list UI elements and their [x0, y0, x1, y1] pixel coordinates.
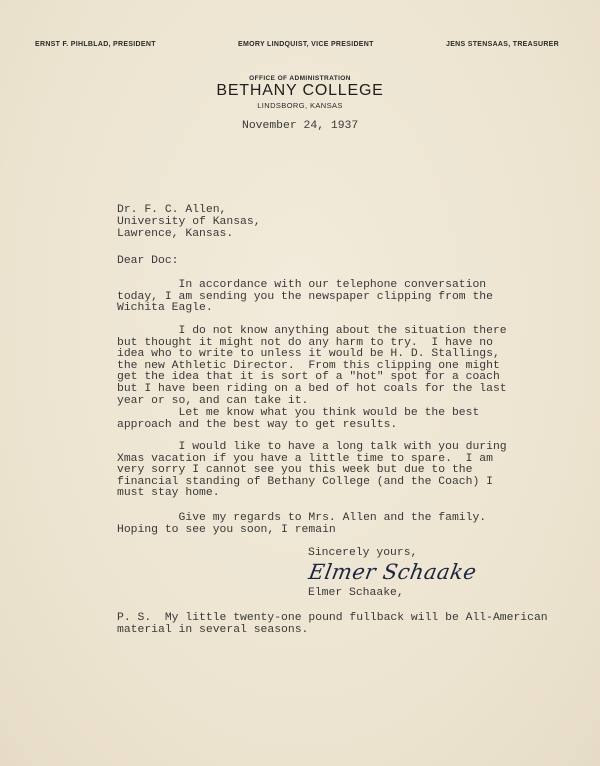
treasurer-name: JENS STENSAAS, TREASURER [446, 41, 559, 48]
body-paragraph: In accordance with our telephone conversation today, I am sending you the newspaper clipping from the Wichita Eagle. [117, 279, 493, 315]
handwritten-signature: Elmer Schaake [306, 560, 479, 584]
letter-date: November 24, 1937 [242, 120, 359, 132]
address-line: Dr. F. C. Allen, [117, 204, 227, 216]
salutation: Dear Doc: [117, 255, 179, 267]
closing: Sincerely yours, [308, 547, 418, 559]
typed-signature-name: Elmer Schaake, [308, 587, 404, 599]
postscript-line: P. S. My little twenty-one pound fullback will be All-American [117, 612, 548, 624]
body-paragraph: I would like to have a long talk with you during Xmas vacation if you have a little time to spare. I am very sorry I cannot see you this week but due to the financial standing of Bethany College (and the Coach) I must stay home. [117, 441, 507, 500]
address-line: University of Kansas, [117, 216, 261, 228]
president-name: ERNST F. PIHLBLAD, PRESIDENT [35, 41, 156, 48]
body-paragraph: Give my regards to Mrs. Allen and the family. Hoping to see you soon, I remain [117, 512, 487, 536]
college-name: BETHANY COLLEGE [216, 82, 384, 99]
office-label: OFFICE OF ADMINISTRATION [249, 75, 351, 82]
vice-president-name: EMORY LINDQUIST, VICE PRESIDENT [238, 41, 374, 48]
postscript-line: material in several seasons. [117, 624, 309, 636]
address-line: Lawrence, Kansas. [117, 228, 234, 240]
body-paragraph: I do not know anything about the situation there but thought it might not do any harm to try. I have no idea who to write to unless it would be H. D. Stallings, the new Athletic Director. From this clipping one might get the idea that it is sort of a "hot" spot for a coach but I have been riding on a bed of hot coals for the last year or so, and can take it. [117, 325, 507, 407]
college-city: LINDSBORG, KANSAS [257, 101, 343, 110]
body-paragraph: Let me know what you think would be the best approach and the best way to get results. [117, 407, 480, 431]
